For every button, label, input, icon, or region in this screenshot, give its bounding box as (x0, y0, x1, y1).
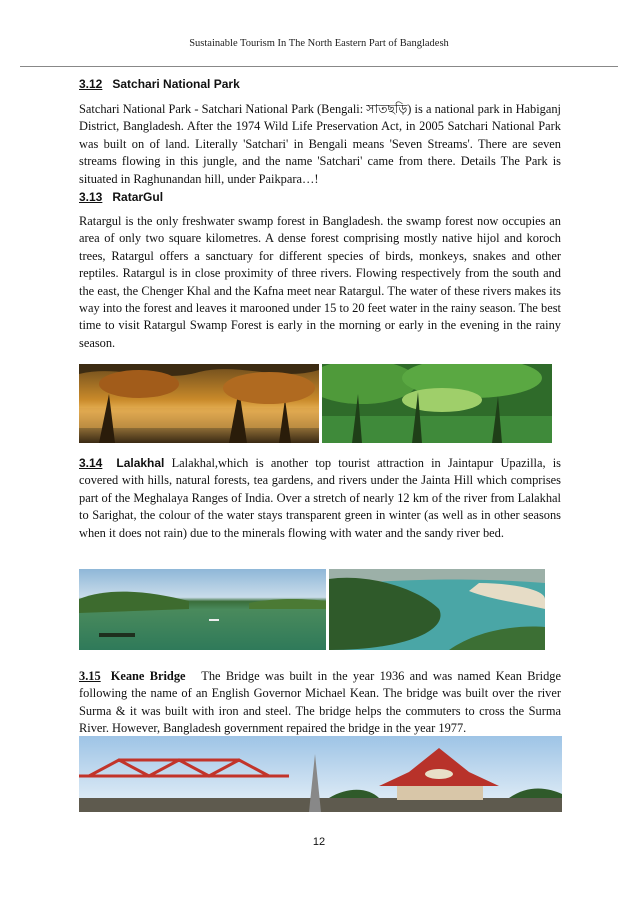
section-heading-3-12 (79, 77, 240, 91)
section-body-3-12: Satchari National Park - Satchari National Park (Bengali: সাতছড়ি) is a national park in Habiganj District, Bangladesh. After the 1974 Wild Life Preservation Act, in 2005 Satchari National Park was built on of land. Literally 'Satchari' in Bengali means 'Seven Streams'. There are seven streams flowing in this jungle, and the name 'Satchari' came from there. Details The Park is situated in Raghunandan hill, under Paikpara…! (79, 102, 561, 186)
section-body-3-13: Ratargul is the only freshwater swamp forest in Bangladesh. the swamp forest now occupies an area of only two square kilometres. A dense forest comprising mostly native hijol and koroch trees, Ratargul offers a sanctuary for different species of birds, monkeys, snakes and other reptiles. Ratargul is in close proximity of three rivers. Flowing respectively from the south and the east, the Chenger Khal and the Kafna meet near Ratargul. The water of these rivers makes its way into the forest and leaves it marooned under 15 to 20 feet water in the rainy season. The best time to visit Ratargul Swamp Forest is early in the morning or early in the evening in the rainy season. (79, 214, 561, 350)
section-title: Lalakhal (116, 456, 165, 470)
section-text: The Bridge was built in the year 1936 and was named Kean Bridge following the name of an English Governor Michael Kean. The bridge was built over the river Surma & it was built with iron and steel. The bridge helps the commuters to cross the Surma River. However, Bangladesh government repaired the bridge in the year 1977. (79, 669, 561, 736)
section-body-3-14 (79, 455, 561, 542)
header-rule (20, 66, 618, 67)
section-text: Lalakhal,which is another top tourist attraction in Jaintapur Upazilla, is covered with hills, natural forests, tea gardens, and rivers under the Jainta Hill which comprises part of the Meghalaya Ranges of India. Over a stretch of nearly 12 km of the river from Lalakhal to Sarighat, the colour of the water stays transparent green in winter (as well as in other seasons when it does not rain) due to the minerals flowing with water and the sandy river bed. (79, 456, 561, 540)
section-heading-3-13 (79, 190, 163, 204)
section-heading-3-15 (79, 669, 186, 683)
lalakhal-hills-photo (329, 569, 545, 650)
section-number: 3.15 (79, 669, 101, 683)
ratargul-autumn-photo (79, 364, 319, 443)
section-title: RatarGul (112, 190, 164, 204)
section-number: 3.13 (79, 190, 103, 204)
section-number: 3.14 (79, 456, 103, 470)
section-title: Satchari National Park (112, 77, 240, 91)
section-number: 3.12 (79, 77, 103, 91)
ratargul-swamp-photo (322, 364, 552, 443)
running-header: Sustainable Tourism In The North Eastern Part of Bangladesh (189, 38, 449, 49)
page-number: 12 (312, 836, 326, 848)
section-heading-3-14 (79, 456, 164, 470)
keane-bridge-photo (79, 736, 562, 812)
section-title: Keane Bridge (110, 669, 186, 683)
lalakhal-river-photo (79, 569, 326, 650)
section-body-3-15 (79, 668, 561, 738)
